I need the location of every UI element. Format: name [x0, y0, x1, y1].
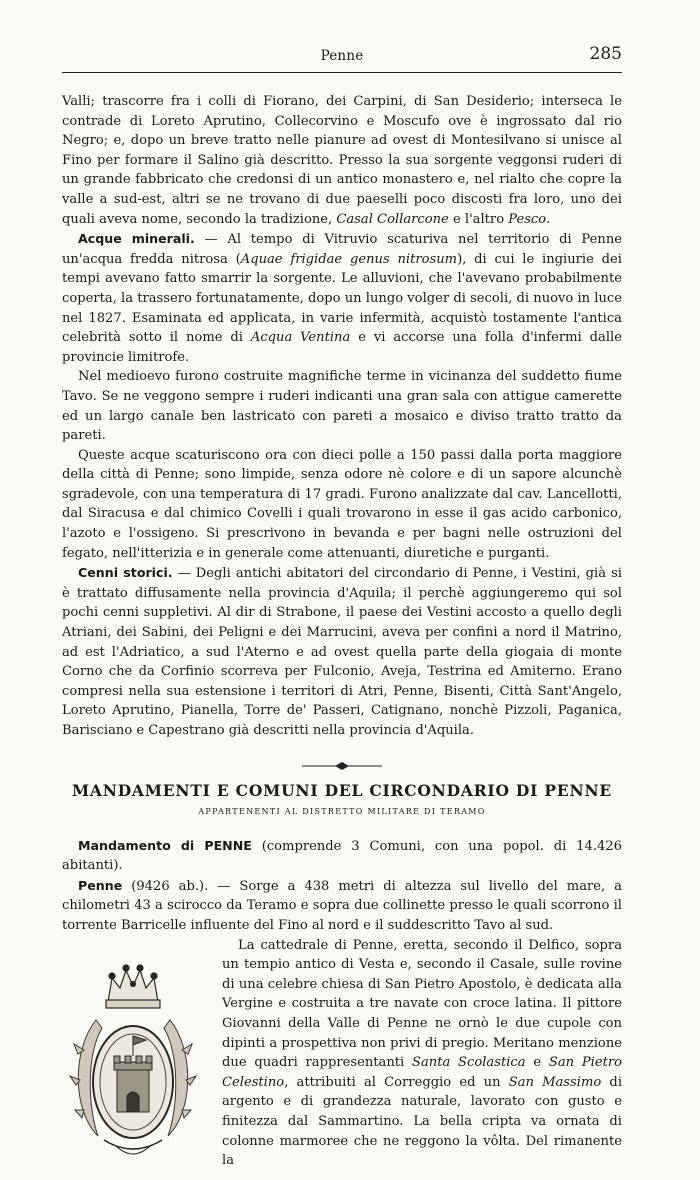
header-rule	[62, 72, 622, 73]
mineral-waters-heading: Acque minerali.	[78, 231, 195, 247]
intro-paragraph: Valli; trascorre fra i colli di Fiorano, dei Carpini, di San Desiderio; interseca le contrade di Loreto Aprutino, Collecorvino e Moscufo ove è ingrossato dal rio Negro; e, dopo un breve tratto nelle pianure ad ovest di Montesilvano si unisce al Fino per formare il Salino già descritto. Presso la sua sorgente veggonsi ruderi di un grande fabbricato che credonsi di un antico monastero e, nel rialto che copre la valle a sud-est, altri se ne trovano di due paeselli poco discosti fra loro, uno dei quali aveva nome, secondo la tradizione, Casal Collarcone e l'altro Pesco.	[62, 94, 622, 227]
penne-entry-heading: Penne	[78, 877, 123, 893]
mandamento-heading: Mandamento di PENNE	[78, 837, 252, 853]
page-body	[62, 92, 622, 1178]
section-subtitle: APPARTENENTI AL DISTRETTO MILITARE DI TERAMO	[198, 806, 486, 816]
document-page	[62, 0, 623, 1169]
history-paragraph: Cenni storici. — Degli antichi abitatori del circondario di Penne, i Vestini, già si è trattato diffusamente nella provincia d'Aquila; il perchè aggiungeremo qui sol pochi cenni suppletivi. Al dir di Strabone, il paese dei Vestini accosto a quello degli Atriani, dei Sabini, dei Peligni e dei Marrucini, aveva per confini a nord il Matrino, ad est l'Adriatico, a sud l'Aterno e ad ovest quella parte della giogaia di monte Corno che da Corfinio scorreva per Fulconio, Aveja, Testrina ed Amiterno. Erano compresi nella sua estensione i territori di Atri, Penne, Bisenti, Città Sant'Angelo, Loreto Aprutino, Pianella, Torre de' Passeri, Catignano, nonchè Pizzoli, Paganica, Barisciano e Capestrano già descritti nella provincia d'Aquila.	[62, 565, 622, 738]
penne-entry-paragraph: Penne (9426 ab.). — Sorge a 438 metri di altezza sul livello del mare, a chilometri 43 a scirocco da Teramo e sopra due collinette presso le quali scorrono il torrente Barricelle influente del Fino al nord e il suddescritto Tavo al sud.	[62, 877, 622, 933]
cathedral-paragraph: La cattedrale di Penne, eretta, secondo il Delfico, sopra un tempio antico di Vesta e, secondo il Casale, sulle rovine di una celebre chiesa di San Pietro Apostolo, è dedicata alla Vergine e costruita a tre navate con croce latina. Il pittore Giovanni della Valle di Penne ne ornò le due cupole con dipinti a prospettiva non privi di pregio. Meritano menzione due quadri rappresentanti Santa Scolastica e San Pietro Celestino, attribuiti al Correggio ed un San Massimo di argento e di grandezza naturale, lavorato con gusto e finitezza dal Sammartino. La bella cripta va ornata di colonne marmoree che ne reggono la vôlta. Del rimanente la	[222, 937, 623, 1169]
section-title: MANDAMENTI E COMUNI DEL CIRCONDARIO DI PENNE	[71, 780, 613, 800]
page-header	[62, 0, 622, 76]
page-number: 285	[589, 44, 622, 64]
section-divider-ornament-icon	[62, 756, 622, 768]
running-title: Penne	[320, 48, 364, 64]
medieval-baths-paragraph: Nel medioevo furono costruite magnifiche terme in vicinanza del suddetto fiume Tavo. Se ne veggono sempre i ruderi indicanti una gran sala con attigue camerette ed un largo canale ben lastricato con pareti a mosaico e diviso tratto tratto da pareti.	[62, 369, 622, 444]
mineral-waters-paragraph: Acque minerali. — Al tempo di Vitruvio scaturiva nel territorio di Penne un'acqua fredda nitrosa (Aquae frigidae genus nitrosum), di cui le ingiurie dei tempi avevano fatto smarrir la sorgente. Le alluvioni, che l'avevano probabilmente coperta, la trassero fortunatamente, dopo un lungo volger di secoli, di nuovo in luce nel 1827. Esaminata ed applicata, in varie infermità, acquistò tostamente l'antica celebrità sotto il nome di Acqua Ventina e vi accorse una folla d'infermi dalle provincie limitrofe.	[62, 231, 622, 365]
coat-of-arms-icon	[54, 940, 212, 1176]
history-heading: Cenni storici.	[78, 565, 173, 581]
springs-paragraph: Queste acque scaturiscono ora con dieci polle a 150 passi dalla porta maggiore della città di Penne; sono limpide, senza odore nè colore e di un sapore alcunchè sgradevole, con una temperatura di 17 gradi. Furono analizzate dal cav. Lancellotti, dal Siracusa e dal chimico Covelli i quali trovarono in esse il gas acido carbonico, l'azoto e l'ossigeno. Si prescrivono in bevanda e per bagni nelle ostruzioni del fegato, nell'itterizia e in generale come attenuanti, diuretiche e purganti.	[62, 447, 622, 561]
mandamento-paragraph: Mandamento di PENNE (comprende 3 Comuni, con una popol. di 14.426 abitanti).	[62, 837, 622, 874]
